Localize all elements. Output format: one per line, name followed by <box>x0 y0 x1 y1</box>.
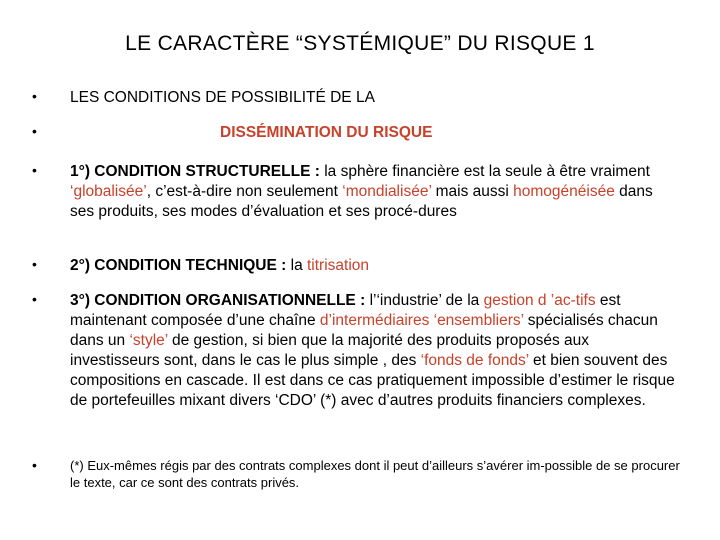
highlight-term: ‘fonds de fonds’ <box>420 352 529 369</box>
condition-technique-text <box>70 256 680 276</box>
bullet-dot: • <box>32 162 37 178</box>
condition-structurelle-text <box>70 162 680 222</box>
highlight-term: titrisation <box>307 257 370 274</box>
text-run: est maintenant composée d’une chaîne <box>70 292 621 329</box>
highlight-term: homogénéisée <box>513 183 615 200</box>
highlight-term: ‘style’ <box>129 332 168 349</box>
condition-label: 1°) CONDITION STRUCTURELLE : <box>70 163 325 180</box>
text-run: l’‘industrie’ de la <box>369 292 484 309</box>
text-run: mais aussi <box>431 183 514 200</box>
slide-title: LE CARACTÈRE “SYSTÉMIQUE” DU RISQUE 1 <box>125 32 595 55</box>
text-run: la <box>290 257 307 274</box>
condition-label: 3°) CONDITION ORGANISATIONNELLE : <box>70 292 370 309</box>
bullet-dot: • <box>32 123 37 139</box>
heading-line-2: DISSÉMINATION DU RISQUE <box>220 124 433 141</box>
text-run: la sphère financière est la seule à être vraiment <box>324 163 650 180</box>
bullet-dot: • <box>32 457 37 473</box>
text-run: de gestion, si bien que la majorité des produits proposés aux investisseurs sont, dans le cas le plus simple , des <box>70 332 589 369</box>
highlight-term: d’intermédiaires ‘ensembliers’ <box>319 312 524 329</box>
condition-label: 2°) CONDITION TECHNIQUE : <box>70 257 291 274</box>
heading-line-1: LES CONDITIONS DE POSSIBILITÉ DE LA <box>70 89 375 106</box>
footnote-text: (*) Eux-mêmes régis par des contrats complexes dont il peut d’ailleurs s’avérer im-possible de se procurer le texte, car ce sont des contrats privés. <box>70 458 680 490</box>
bullet-dot: • <box>32 88 37 104</box>
condition-organisationnelle-text <box>70 291 680 411</box>
bullet-dot: • <box>32 291 37 307</box>
text-run: , c’est-à-dire non seulement <box>146 183 343 200</box>
text-run: spécialisés chacun dans un <box>70 312 658 349</box>
highlight-term: gestion d ’ac-tifs <box>483 292 596 309</box>
highlight-term: ‘globalisée’ <box>70 183 147 200</box>
text-run: et bien souvent des compositions en cascade. Il est dans ce cas pratiquement impossible d’estimer le risque de portefeuilles mixant divers ‘CDO’ (*) avec d’autres produits financiers complexes. <box>70 352 675 409</box>
text-run: dans ses produits, ses modes d’évaluation et ses procé-dures <box>70 183 653 220</box>
bullet-dot: • <box>32 256 37 272</box>
highlight-term: ‘mondialisée’ <box>342 183 432 200</box>
